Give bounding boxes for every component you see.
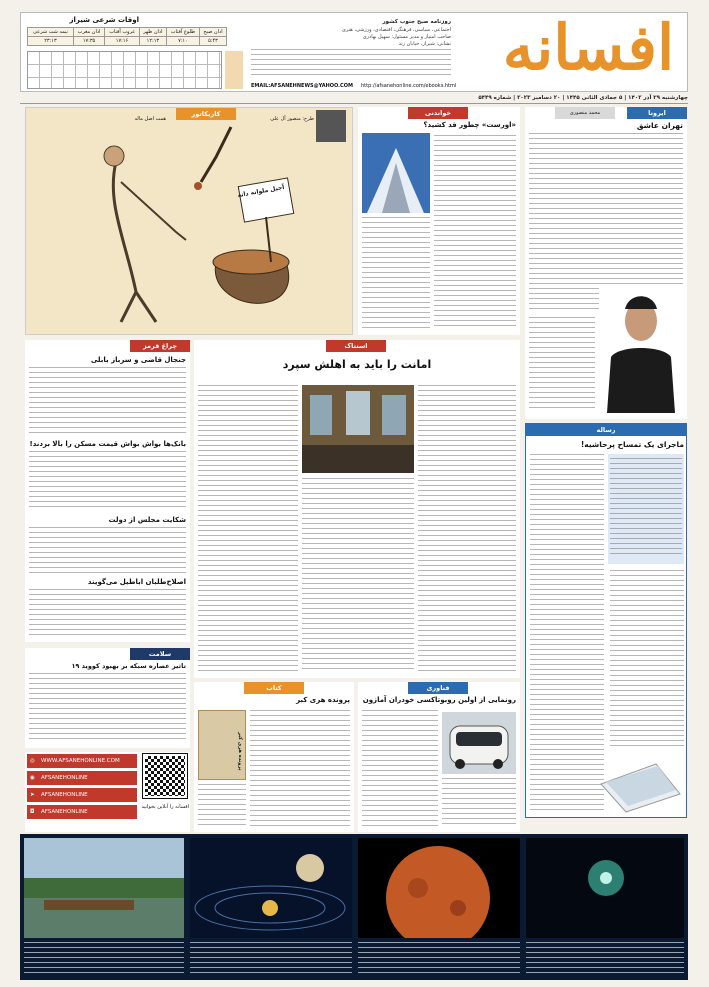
paper-license: اجتماعی، سیاسی، فرهنگی، اقتصادی، ورزشی، هنری [341,27,451,33]
column-right [525,107,687,419]
puzzle-side-box [225,51,243,89]
prayer-header: نیمه شب شرعی [28,28,74,37]
social-links [25,752,190,832]
health-title: تاثیر عصاره سبکه بر بهبود کووید ۱۹ [71,662,186,670]
robotaxi-photo [442,712,516,774]
masthead [20,12,688,92]
cartoonist-photo [316,110,346,142]
paper-email[interactable]: EMAIL:AFSANEHNEWS@YAHOO.COM [251,83,353,89]
newspaper-logo: افسانه [502,11,675,84]
bottom-photo-strip [20,834,688,980]
prayer-value: ۷:۱۰ [166,37,199,46]
newspaper-stack-image [596,754,682,814]
dateline: چهارشنبه ۲۹ آذر ۱۴۰۲ | ۵ جمادی الثانی ۱۴۴۵ | ۲۰ دسامبر ۲۰۲۳ | شماره ۵۴۴۹ [478,95,688,101]
column-right-title: تهران عاشق [636,121,683,130]
paper-address: نشانی: شیراز، خیابان زند [398,41,451,47]
prayer-value: ۱۷:۳۵ [73,37,104,46]
book-cover-title: پرونده هری کبر [237,732,243,771]
tech-title: رونمایی از اولین روبوتاکسی خودران آمازون [362,696,516,704]
column-right-author: محمد منصوری [555,107,615,119]
prayer-header: غروب آفتاب [105,28,140,37]
tech-tag: فناوری [408,682,468,694]
site-link[interactable]: ◉ AFSANEHONLINE [27,771,137,785]
everest-tag: خواندنی [408,107,468,119]
everest-title: «اورست» چطور قد کشید؟ [423,121,516,129]
prayer-value: ۲۳:۱۳ [28,37,74,46]
center-article [194,340,520,678]
qr-code[interactable] [143,754,187,798]
paper-subtitle: روزنامه صبح جنوب کشور [382,19,451,25]
cartoon-caption: همت اصل ماله [134,116,166,122]
prayer-value: ۱۷:۱۶ [105,37,140,46]
news-item-title: شکایت مجلس از دولت [108,516,186,524]
prayer-times-title: اوقات شرعی شیراز [69,16,139,24]
cartoon-sign-text: آجیل ملوانه دانه [237,183,285,200]
paper-owner: صاحب امتیاز و مدیر مسئول: سهیل بهادری [362,34,451,40]
link-icon: ◉ [30,775,35,781]
qr-caption: افسانه را آنلاین بخوانید [141,804,189,810]
everest-photo [362,133,430,213]
globe-icon: ◎ [30,758,35,764]
news-left-tag: چراغ قرمز [130,340,190,352]
book-tag: کتاب [244,682,304,694]
cartoon-credit: طرح: منصور آل علی [270,116,314,122]
photo-mars [358,838,520,938]
prayer-header: اذان مغرب [73,28,104,37]
instagram-link[interactable]: ◘ AFSANEHONLINE [27,805,137,819]
telegram-icon: ➤ [30,792,35,798]
right-article-2-tag: رساله [526,424,686,436]
news-item-title: جنجال قاضی و سرباز بابلی [90,356,186,364]
book-section [194,682,354,832]
puzzle-grid [27,51,222,89]
book-title: پرونده هری کبر [296,696,350,704]
column-right-tag: ایرونا [627,107,687,119]
prayer-header: طلوع آفتاب [166,28,199,37]
book-cover [198,710,246,780]
cartoon-box [25,107,353,335]
tech-section [358,682,520,832]
prayer-header: اذان صبح [199,28,226,37]
author-portrait [599,287,683,413]
paper-website[interactable]: http://afsanehonline.com/ebooks.html [361,83,457,89]
prayer-value: ۵:۴۳ [199,37,226,46]
photo-solar-system [190,838,352,938]
prayer-value: ۱۲:۱۳ [139,37,166,46]
photo-river-boat [24,838,184,938]
health-section [25,648,190,748]
web-link[interactable]: ◎ WWW.AFSANEHONLINE.COM [27,754,137,768]
health-tag: سلامت [130,648,190,660]
news-item-title: اصلاح‌طلبان اباطیل می‌گویند [87,578,186,586]
center-article-photo [302,385,414,473]
center-article-title: امانت را باید به اهلش سپرد [282,358,432,371]
center-article-tag: اسنتاک [326,340,386,352]
prayer-header: اذان ظهر [139,28,166,37]
news-item-title: بانک‌ها بواش بواش قیمت مسکن را بالا بردند! [29,440,186,448]
photo-comet [526,838,684,938]
right-article-2-title: ماجرای یک تمساح پرحاشیه! [580,440,684,449]
everest-article [358,107,520,335]
cartoon-illustration [26,122,354,334]
right-article-2 [525,423,687,818]
news-left-column [25,340,190,642]
cartoon-tag: کاریکاتور [176,108,236,120]
instagram-icon: ◘ [30,809,35,815]
prayer-times-table [27,27,227,46]
telegram-link[interactable]: ➤ AFSANEHONLINE [27,788,137,802]
